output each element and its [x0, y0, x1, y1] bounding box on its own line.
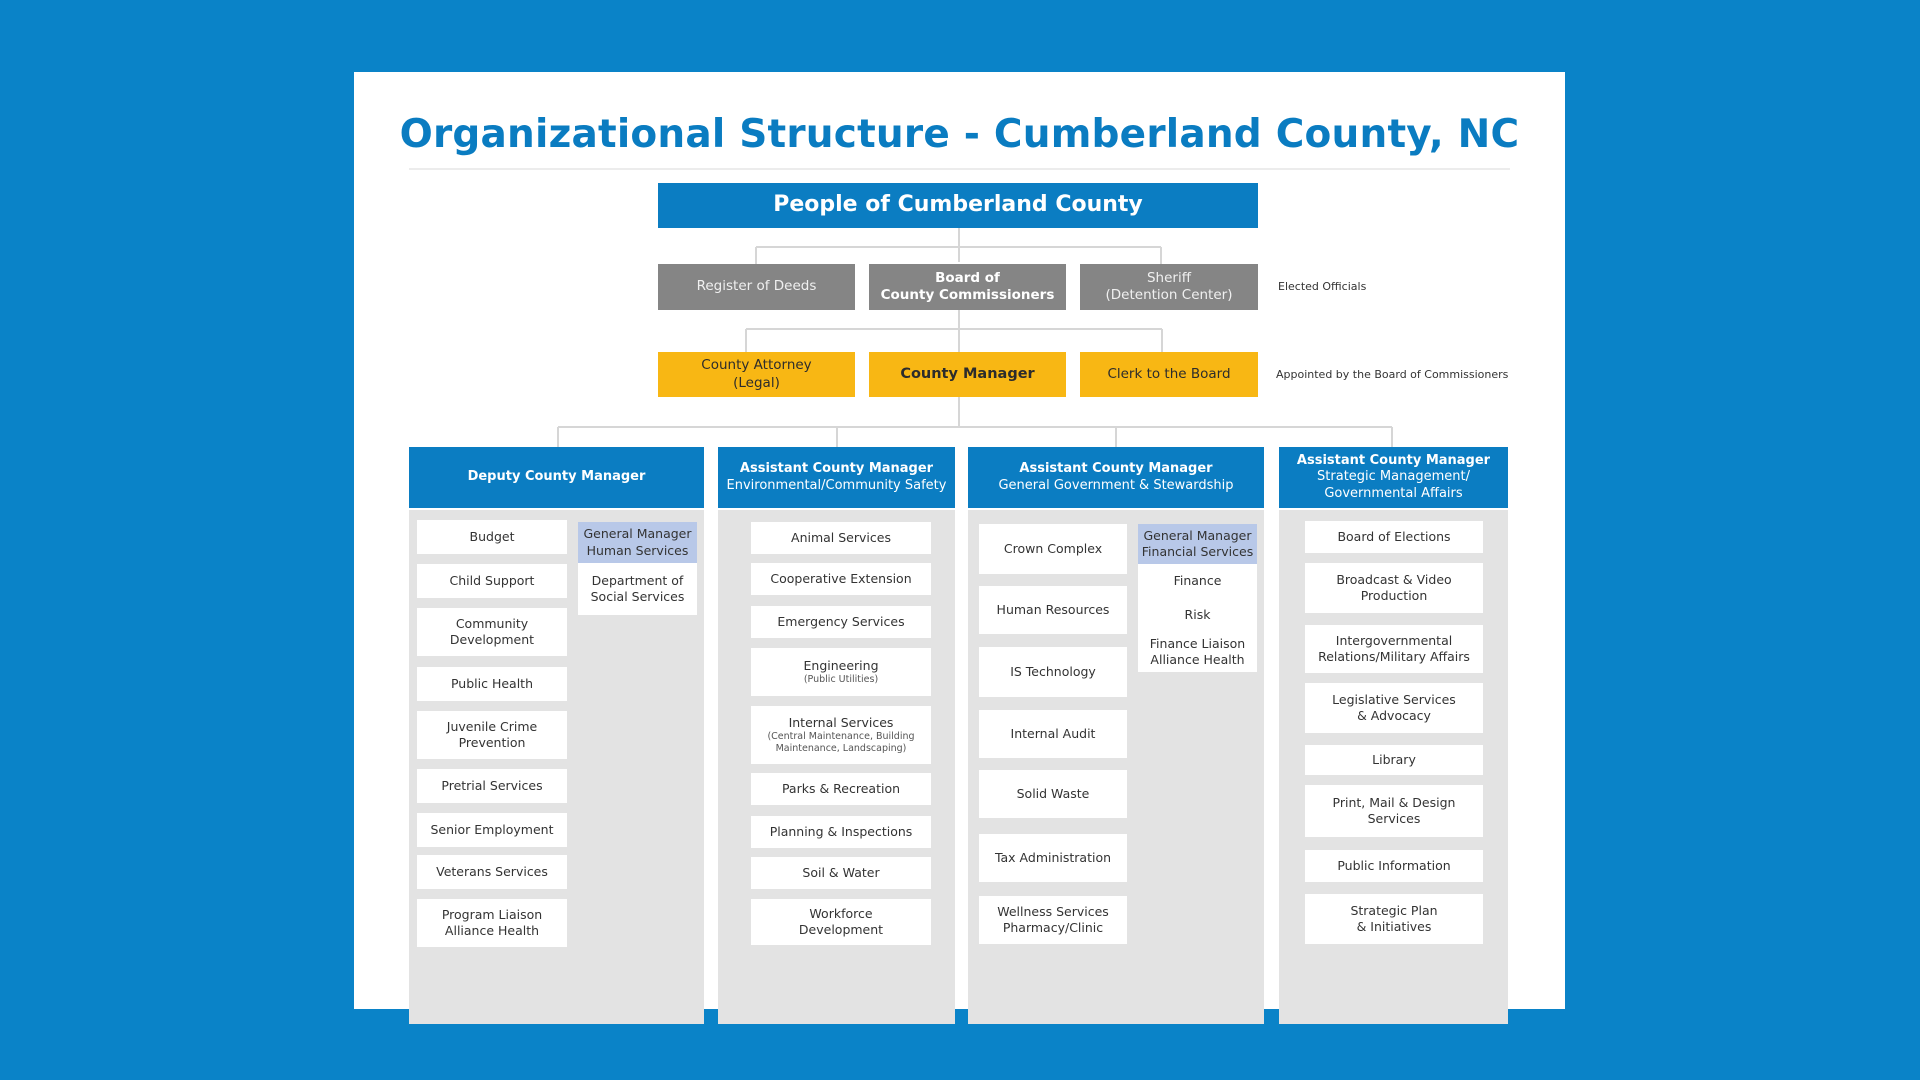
dept-human-resources: Human Resources: [979, 586, 1127, 634]
acm-strat-title: Assistant County Manager: [1296, 453, 1491, 469]
acm-general-government-header: [968, 447, 1264, 508]
dept-tax-administration: Tax Administration: [979, 834, 1127, 882]
dept-engineering: [751, 648, 931, 696]
dept-intergovernmental-relations: Intergovernmental Relations/Military Affairs: [1305, 625, 1483, 673]
dept-public-information: Public Information: [1305, 850, 1483, 882]
gm-financial-services: General Manager Financial Services: [1138, 524, 1257, 564]
dept-risk: Risk: [1184, 606, 1211, 622]
title-divider: [409, 168, 1510, 170]
dept-crown-complex: Crown Complex: [979, 524, 1127, 574]
dept-cooperative-extension: Cooperative Extension: [751, 563, 931, 595]
elected-officials-note: Elected Officials: [1278, 280, 1367, 293]
dept-wellness-services: Wellness Services Pharmacy/Clinic: [979, 896, 1127, 944]
dept-library: Library: [1305, 745, 1483, 775]
dept-strategic-plan: Strategic Plan & Initiatives: [1305, 894, 1483, 944]
dept-pretrial-services: Pretrial Services: [417, 769, 567, 803]
gm-human-services: General Manager Human Services: [578, 522, 697, 563]
dept-community-development: Community Development: [417, 608, 567, 656]
acm-strat-subtitle: Strategic Management/ Governmental Affairs: [1317, 469, 1470, 501]
deputy-county-manager-header: [409, 447, 704, 508]
acm-strategic-header: [1279, 447, 1508, 508]
engineering-note: (Public Utilities): [803, 673, 879, 685]
dept-solid-waste: Solid Waste: [979, 770, 1127, 818]
dept-internal-services: [751, 706, 931, 764]
dept-public-health: Public Health: [417, 667, 567, 701]
engineering-label: Engineering: [803, 657, 879, 673]
dept-internal-audit: Internal Audit: [979, 710, 1127, 758]
people-of-county-box: People of Cumberland County: [658, 183, 1258, 228]
acm-gov-subtitle: General Government & Stewardship: [998, 477, 1234, 493]
acm-env-subtitle: Environmental/Community Safety: [726, 477, 947, 493]
dept-program-liaison: Program Liaison Alliance Health: [417, 899, 567, 947]
dept-juvenile-crime-prevention: Juvenile Crime Prevention: [417, 711, 567, 759]
dept-child-support: Child Support: [417, 564, 567, 598]
dept-veterans-services: Veterans Services: [417, 855, 567, 889]
dept-social-services: Department of Social Services: [578, 563, 697, 615]
chart-title: Organizational Structure - Cumberland County, NC: [399, 112, 1520, 157]
dept-broadcast-video: Broadcast & Video Production: [1305, 563, 1483, 613]
dept-legislative-services: Legislative Services & Advocacy: [1305, 683, 1483, 733]
county-manager-box: County Manager: [869, 352, 1066, 397]
dept-finance-liaison: Finance Liaison Alliance Health: [1149, 635, 1246, 667]
acm-env-title: Assistant County Manager: [739, 461, 934, 477]
dept-planning-inspections: Planning & Inspections: [751, 816, 931, 848]
acm-environmental-header: [718, 447, 955, 508]
dept-animal-services: Animal Services: [751, 522, 931, 554]
appointed-note: Appointed by the Board of Commissioners: [1276, 368, 1509, 381]
dept-budget: Budget: [417, 520, 567, 554]
internal-services-note: (Central Maintenance, Building Maintenance, Landscaping): [767, 730, 915, 755]
dept-soil-water: Soil & Water: [751, 857, 931, 889]
dept-workforce-development: Workforce Development: [751, 899, 931, 945]
dept-print-mail-design: Print, Mail & Design Services: [1305, 785, 1483, 837]
board-of-commissioners-box: Board of County Commissioners: [869, 264, 1066, 310]
deputy-title: Deputy County Manager: [467, 469, 646, 485]
dept-senior-employment: Senior Employment: [417, 813, 567, 847]
internal-services-label: Internal Services: [788, 714, 894, 730]
dept-emergency-services: Emergency Services: [751, 606, 931, 638]
org-chart-card: [354, 72, 1565, 1009]
county-attorney-box: County Attorney (Legal): [658, 352, 855, 397]
dept-parks-recreation: Parks & Recreation: [751, 773, 931, 805]
clerk-to-board-box: Clerk to the Board: [1080, 352, 1258, 397]
register-of-deeds-box: Register of Deeds: [658, 264, 855, 310]
acm-gov-title: Assistant County Manager: [1019, 461, 1213, 477]
dept-board-of-elections: Board of Elections: [1305, 521, 1483, 553]
sheriff-box: Sheriff (Detention Center): [1080, 264, 1258, 310]
dept-finance: Finance: [1173, 572, 1222, 588]
dept-is-technology: IS Technology: [979, 647, 1127, 697]
